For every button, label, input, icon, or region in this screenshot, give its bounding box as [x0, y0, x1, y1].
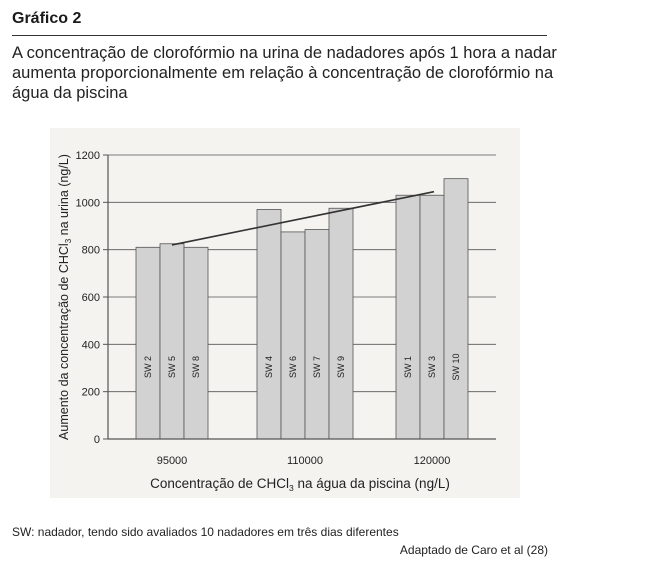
bar [160, 244, 184, 439]
y-tick-label: 800 [81, 244, 100, 257]
x-category-label: 95000 [156, 455, 188, 467]
bar-label: SW 6 [288, 355, 298, 379]
y-tick-label: 200 [81, 386, 100, 399]
chart-panel [50, 128, 520, 498]
y-tick-label: 1000 [75, 197, 100, 210]
bar [420, 195, 444, 439]
bar [329, 208, 353, 439]
chart-subtitle: A concentração de clorofórmio na urina de nadadores após 1 hora a nadar aumenta proporcionalmente em relação à concentração de clorofórmio na água da piscina [12, 44, 557, 102]
bar-label: SW 7 [312, 355, 322, 379]
y-tick-label: 400 [81, 339, 100, 352]
bar [305, 230, 329, 439]
x-category-label: 120000 [413, 455, 451, 467]
bar-chart [50, 128, 520, 498]
bar-label: SW 2 [143, 355, 153, 379]
chart-figure-title: Gráfico 2 [12, 10, 82, 27]
bar [184, 247, 208, 439]
bar-label: SW 8 [191, 355, 201, 379]
y-axis-title: Aumento da concentração de CHCl$_3$ na urina (ng/L) [57, 154, 73, 440]
bar-label: SW 9 [336, 355, 346, 379]
x-category-label: 110000 [287, 455, 323, 467]
y-tick-label: 600 [81, 292, 100, 304]
x-axis-title: Concentração de CHCl$_3$ na água da piscina (ng/L) [150, 476, 450, 493]
bar-label: SW 1 [403, 355, 413, 379]
bar [444, 179, 468, 439]
bar-label: SW 4 [264, 355, 274, 379]
bar-label: SW 10 [451, 353, 461, 381]
footnote: SW: nadador, tendo sido avaliados 10 nadadores em três dias diferentes [12, 525, 399, 539]
title-divider [12, 35, 547, 36]
y-tick-label: 1200 [75, 150, 100, 162]
bar-label: SW 5 [167, 355, 177, 379]
source-credit: Adaptado de Caro et al (28) [399, 543, 548, 557]
bar [257, 209, 281, 439]
bar [396, 195, 420, 439]
bar [136, 247, 160, 439]
bar [281, 232, 305, 439]
bar-label: SW 3 [427, 355, 437, 379]
y-tick-label: 0 [93, 434, 100, 446]
